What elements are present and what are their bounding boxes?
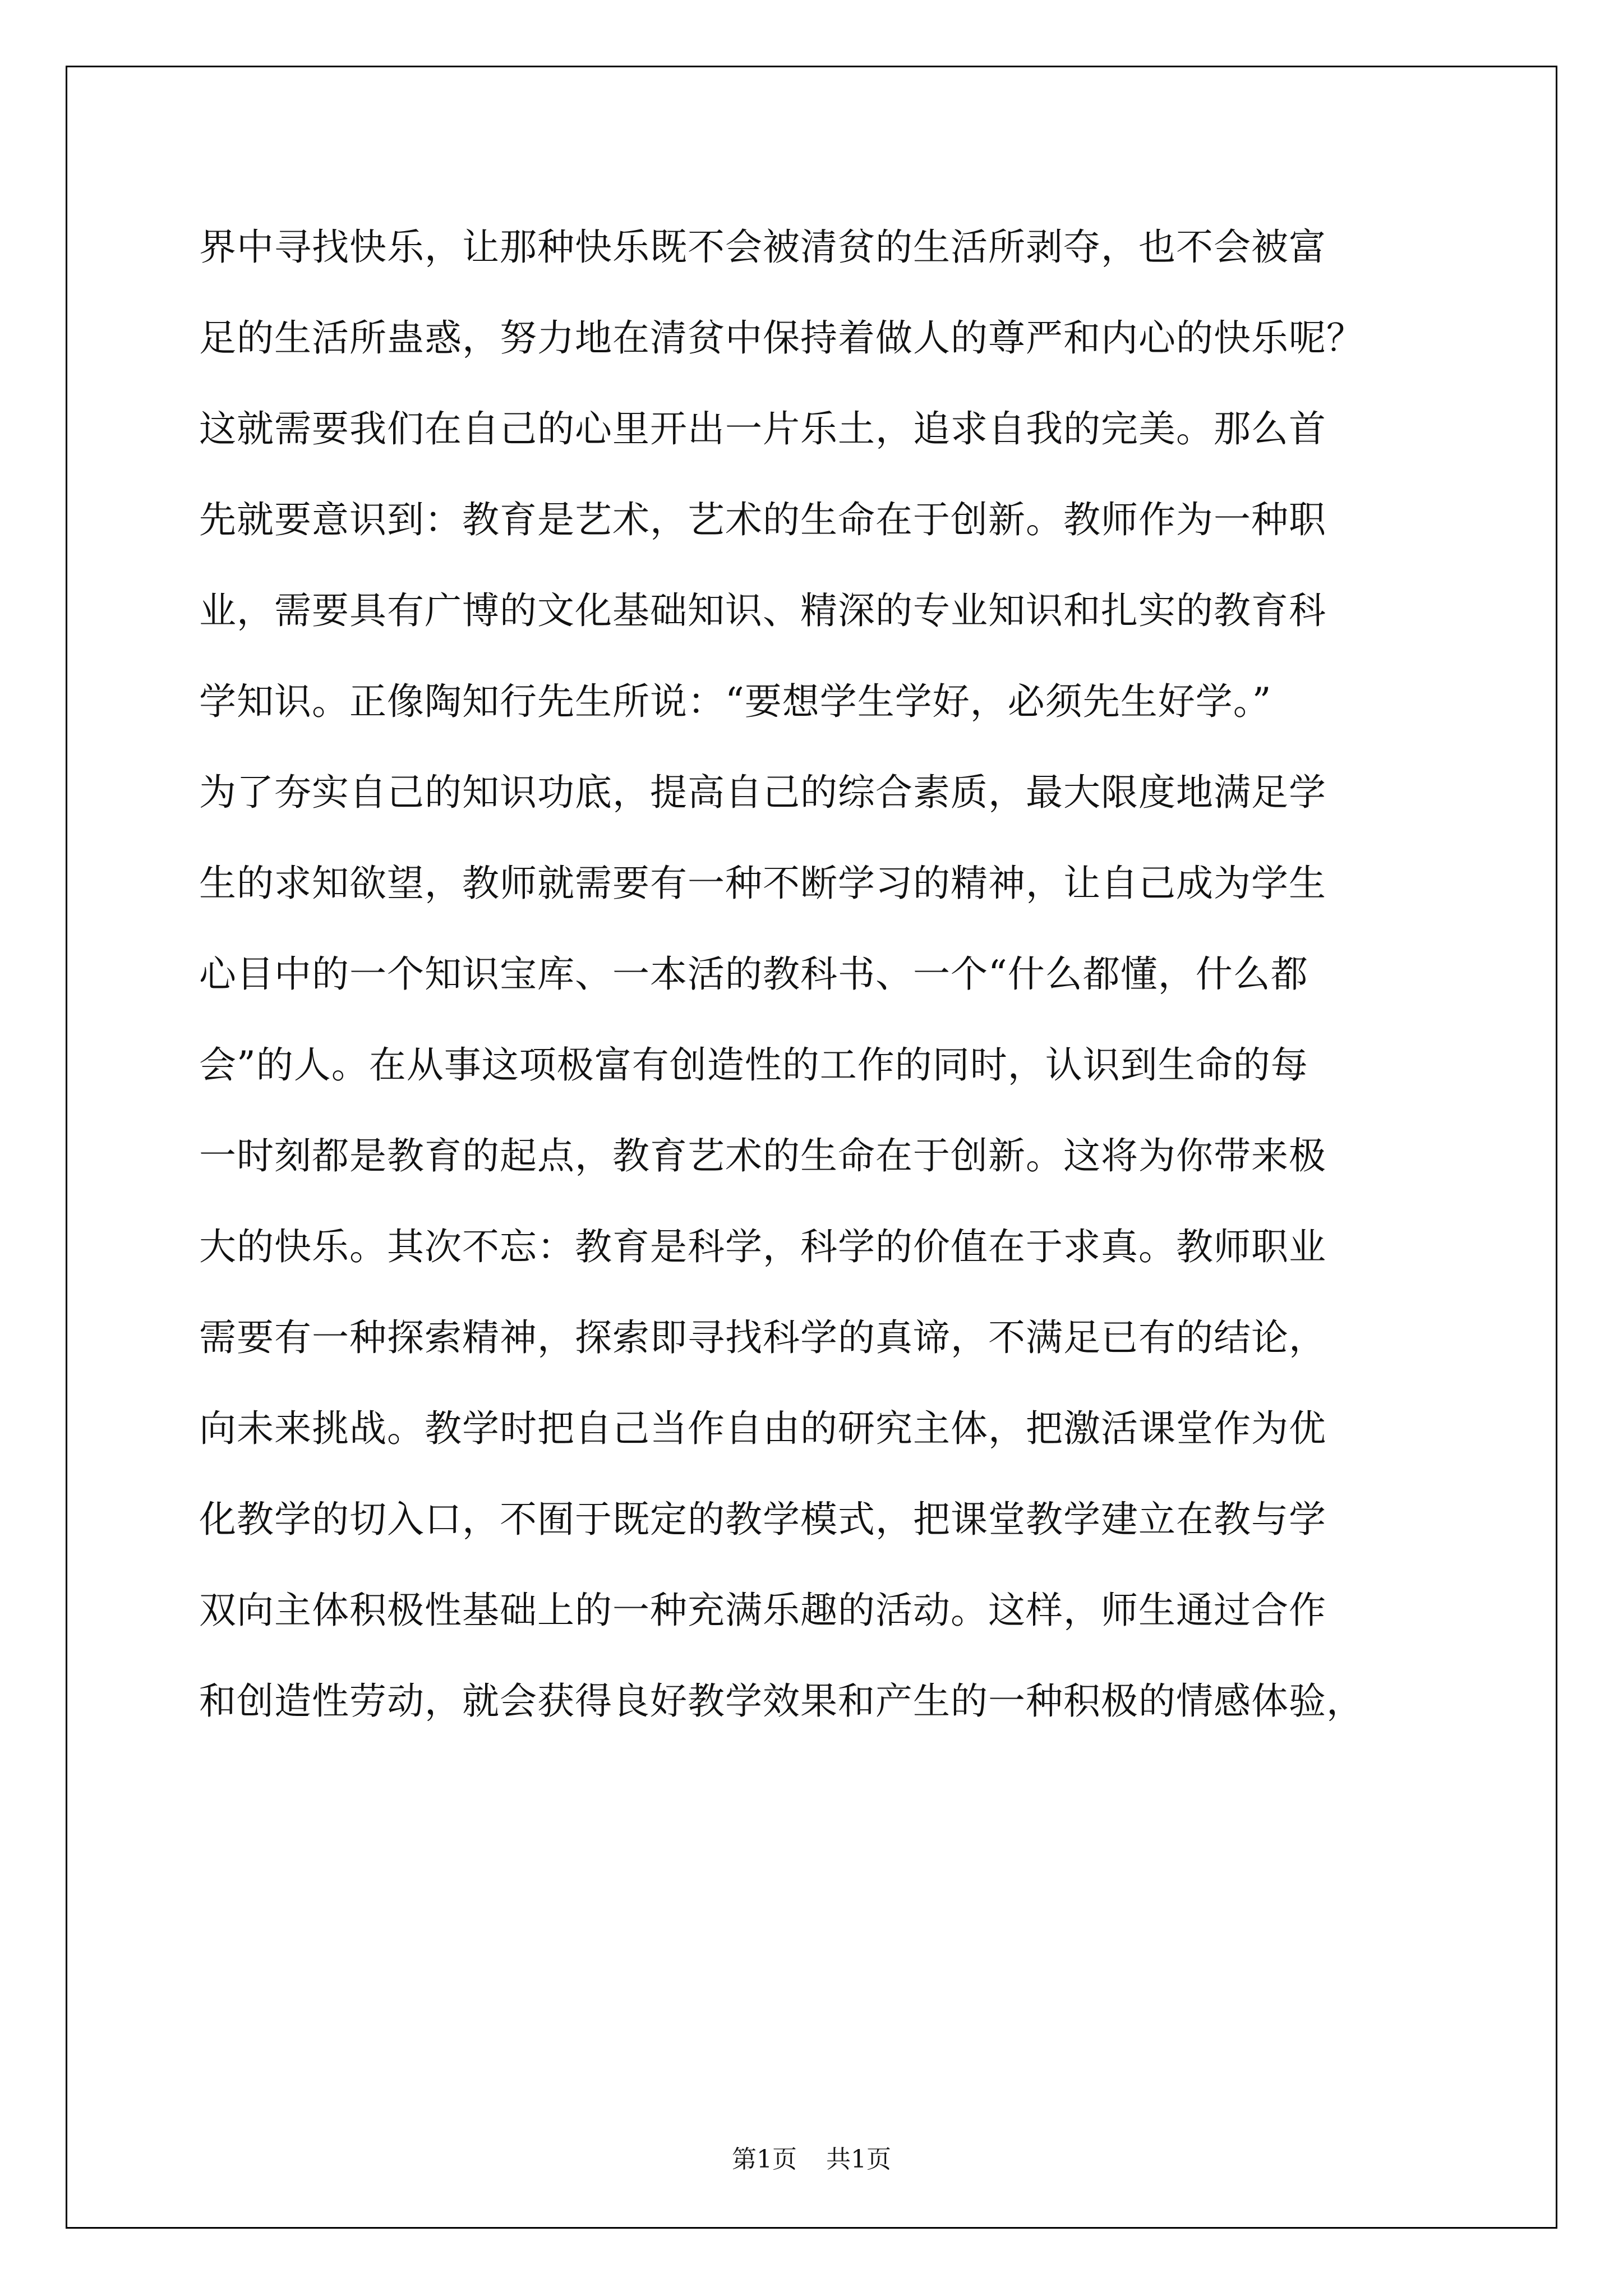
text-line: 业，需要具有广博的文化基础知识、精深的专业知识和扎实的教育科 — [199, 589, 1326, 632]
text-line: 先就要意识到：教育是艺术，艺术的生命在于创新。教师作为一种职 — [199, 498, 1326, 541]
text-line: 向未来挑战。教学时把自己当作自由的研究主体，把激活课堂作为优 — [199, 1407, 1326, 1450]
text-line: 一时刻都是教育的起点，教育艺术的生命在于创新。这将为你带来极 — [199, 1134, 1326, 1177]
text-line: 化教学的切入口，不囿于既定的教学模式，把课堂教学建立在教与学 — [199, 1498, 1326, 1541]
text-line: 和创造性劳动，就会获得良好教学效果和产生的一种积极的情感体验， — [199, 1680, 1364, 1723]
text-line: 需要有一种探索精神，探索即寻找科学的真谛，不满足已有的结论， — [199, 1316, 1326, 1359]
text-line: 双向主体积极性基础上的一种充满乐趣的活动。这样，师生通过合作 — [199, 1589, 1326, 1632]
page-number: 第1页 — [732, 2145, 797, 2174]
text-line: 足的生活所蛊惑，努力地在清贫中保持着做人的尊严和内心的快乐呢？ — [199, 316, 1364, 360]
page-total: 共1页 — [826, 2145, 891, 2174]
text-line: 大的快乐。其次不忘：教育是科学，科学的价值在于求真。教师职业 — [199, 1225, 1326, 1268]
text-line: 生的求知欲望，教师就需要有一种不断学习的精神，让自己成为学生 — [199, 862, 1326, 905]
text-line: 心目中的一个知识宝库、一本活的教科书、一个“什么都懂，什么都 — [199, 953, 1308, 996]
text-line: 学知识。正像陶知行先生所说：“要想学生学好，必须先生好学。” — [199, 680, 1272, 723]
page-footer — [0, 2139, 1623, 2175]
text-line: 这就需要我们在自己的心里开出一片乐土，追求自我的完美。那么首 — [199, 407, 1326, 450]
text-line: 界中寻找快乐，让那种快乐既不会被清贫的生活所剥夺，也不会被富 — [199, 226, 1326, 269]
text-line: 会”的人。在从事这项极富有创造性的工作的同时，认识到生命的每 — [199, 1043, 1308, 1087]
text-line: 为了夯实自己的知识功底，提高自己的综合素质，最大限度地满足学 — [199, 771, 1326, 814]
document-body — [199, 214, 1433, 1759]
